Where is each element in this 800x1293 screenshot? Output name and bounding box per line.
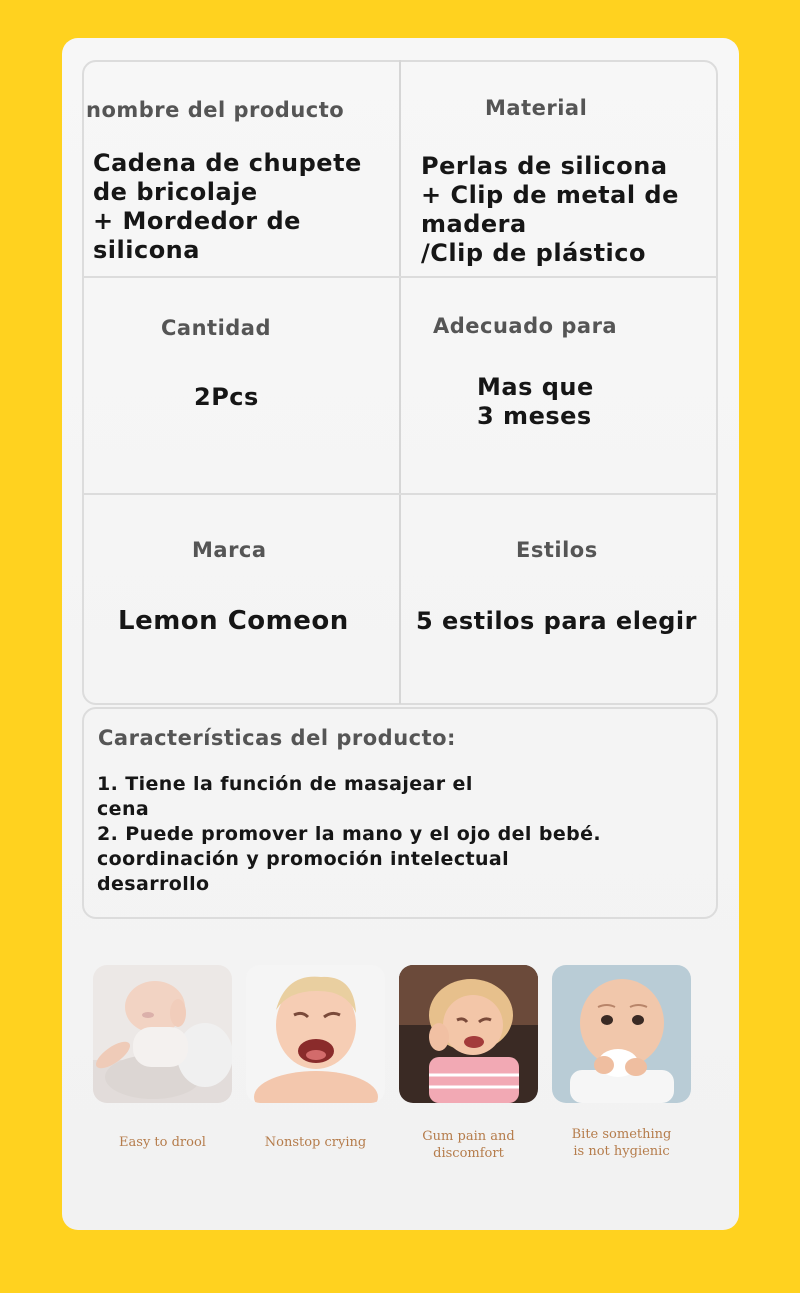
product-name-value: Cadena de chupete de bricolaje + Mordedor de silicona bbox=[93, 149, 362, 264]
material-value: Perlas de silicona + Clip de metal de madera /Clip de plástico bbox=[421, 152, 679, 267]
product-name-label: nombre del producto bbox=[86, 98, 345, 122]
photo-caption-2: Nonstop crying bbox=[264, 1135, 367, 1150]
suitable-for-value: Mas que 3 meses bbox=[477, 373, 594, 430]
material-label: Material bbox=[485, 96, 588, 120]
photo-caption-4: Bite something is not hygienic bbox=[571, 1127, 672, 1159]
baby-biting-photo bbox=[552, 965, 691, 1103]
quantity-label: Cantidad bbox=[161, 316, 272, 340]
photo-caption-1: Easy to drool bbox=[119, 1135, 206, 1150]
styles-value: 5 estilos para elegir bbox=[416, 607, 697, 635]
photo-caption-3: Gum pain and discomfort bbox=[422, 1129, 515, 1161]
features-body: 1. Tiene la función de masajear el cena 2. Puede promover la mano y el ojo del bebé. coordinación y promoción intelectual desarrollo bbox=[97, 773, 602, 895]
baby-gum-pain-photo bbox=[399, 965, 538, 1103]
table-divider-row-1 bbox=[82, 276, 718, 278]
features-title: Características del producto: bbox=[98, 726, 456, 750]
baby-crying-photo bbox=[246, 965, 385, 1103]
table-divider-row-2 bbox=[82, 493, 718, 495]
brand-label: Marca bbox=[192, 538, 267, 562]
baby-lying-photo bbox=[93, 965, 232, 1103]
quantity-value: 2Pcs bbox=[194, 383, 259, 411]
table-divider-vertical bbox=[399, 60, 401, 704]
styles-label: Estilos bbox=[516, 538, 598, 562]
brand-value: Lemon Comeon bbox=[118, 606, 349, 636]
suitable-for-label: Adecuado para bbox=[433, 314, 618, 338]
